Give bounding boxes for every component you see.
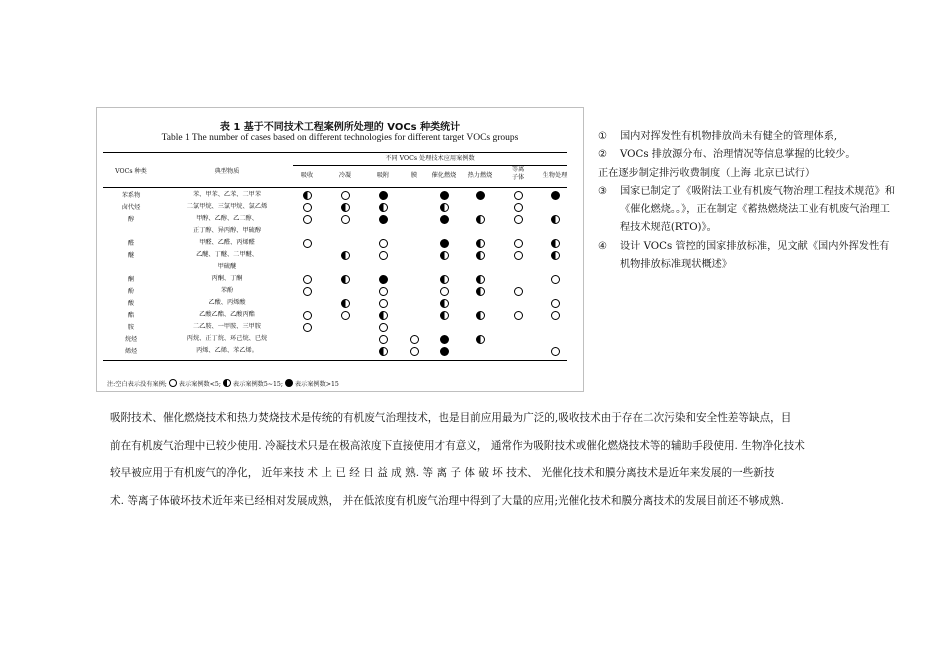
row-type: 酮: [127, 276, 135, 283]
half-circle-icon: [440, 203, 449, 212]
empty-circle-icon: [303, 323, 312, 332]
half-circle-icon: [551, 239, 560, 248]
empty-circle-icon: [341, 215, 350, 224]
full-circle-icon: [440, 335, 449, 344]
empty-circle-icon: [551, 299, 560, 308]
empty-circle-icon: [514, 251, 523, 260]
empty-circle-icon: [379, 323, 388, 332]
half-circle-icon: [379, 203, 388, 212]
header-rule: [103, 187, 567, 188]
paragraph-line: 前在有机废气治理中已较少使用. 冷凝技术只是在极高浓度下直接使用才有意义， 通常作为吸附技术或催化燃烧技术等的辅助手段使用. 生物净化技术: [110, 439, 805, 452]
row-substance: 乙醚、丁醚、二甲醚、: [196, 251, 258, 258]
notes-list-item: [598, 128, 898, 146]
row-type: 烯烃: [124, 348, 138, 355]
empty-circle-icon: [341, 311, 350, 320]
full-circle-icon: [285, 379, 293, 387]
empty-circle-icon: [514, 239, 523, 248]
row-substance: 甲醇、乙醇、乙二醇、: [196, 215, 258, 222]
empty-circle-icon: [514, 311, 523, 320]
table-note: [107, 379, 339, 388]
row-substance: 丙烷、正丁烷、环己烷、已烷: [186, 335, 268, 342]
col-header-group: 不同 VOCs 处理技术应用案例数: [385, 155, 475, 162]
notes-list-item: [598, 183, 898, 238]
col-header-plasma: 等离子体: [511, 166, 525, 181]
half-circle-icon: [551, 251, 560, 260]
col-header-condense: 冷凝: [338, 172, 352, 179]
row-substance: 丙酮、丁酮: [211, 275, 243, 282]
half-circle-icon: [440, 251, 449, 260]
paragraph-line: 吸附技术、催化燃烧技术和热力焚烧技术是传统的有机废气治理技术，也是目前应用最为广泛的,吸收技术由于存在二次污染和安全性差等缺点，目: [110, 412, 792, 424]
half-circle-icon: [476, 311, 485, 320]
row-type: 苯系物: [121, 192, 141, 199]
row-type: 酸: [127, 300, 135, 307]
col-header-substance: 典型物质: [214, 168, 240, 175]
empty-circle-icon: [303, 311, 312, 320]
row-substance: 苯、甲苯、乙苯、二甲苯: [192, 191, 262, 198]
full-circle-icon: [379, 191, 388, 200]
notes-list-item: [598, 238, 898, 275]
full-circle-icon: [476, 191, 485, 200]
empty-circle-icon: [303, 287, 312, 296]
empty-circle-icon: [303, 239, 312, 248]
row-substance: 甲醛、乙醛、丙烯醛: [199, 239, 255, 246]
table-title-cn: 表 1 基于不同技术工程案例所处理的 VOCs 种类统计: [219, 122, 461, 133]
col-header-type: VOCs 种类: [115, 168, 147, 175]
empty-circle-icon: [379, 335, 388, 344]
empty-circle-icon: [303, 275, 312, 284]
half-circle-icon: [476, 335, 485, 344]
half-circle-icon: [341, 299, 350, 308]
half-circle-icon: [223, 379, 231, 387]
full-circle-icon: [440, 347, 449, 356]
empty-circle-icon: [551, 275, 560, 284]
row-type: 酚: [127, 288, 135, 295]
row-type: 卤代烃: [121, 204, 141, 211]
item-text: VOCs 排放源分布、治理情况等信息掌握的比较少。: [620, 149, 856, 161]
row-substance: 乙酸、丙烯酸: [208, 299, 246, 306]
row-substance: 甲硫醚: [217, 263, 237, 270]
empty-circle-icon: [410, 347, 419, 356]
half-circle-icon: [476, 287, 485, 296]
full-circle-icon: [440, 239, 449, 248]
item-number: ①: [598, 131, 608, 142]
row-substance: 乙酸乙酯、乙酸丙酯: [199, 311, 255, 318]
item-text: 国家已制定了《吸附法工业有机废气物治理工程技术规范》和《催化燃烧。。》，正在制定《蓄热燃烧法工业有机废气治理工程技术规范(RTO)》。: [620, 185, 896, 234]
half-circle-icon: [476, 251, 485, 260]
item-number: ③: [598, 185, 608, 197]
empty-circle-icon: [514, 203, 523, 212]
half-circle-icon: [379, 347, 388, 356]
half-circle-icon: [379, 311, 388, 320]
full-circle-icon: [379, 275, 388, 284]
row-substance: 二乙胺、一甲胺、三甲胺: [192, 323, 262, 330]
half-circle-icon: [341, 251, 350, 260]
empty-circle-icon: [514, 287, 523, 296]
col-header-membrane: 膜: [410, 172, 418, 179]
row-substance: 苯酚: [220, 287, 234, 294]
table-figure: [96, 107, 584, 392]
empty-circle-icon: [341, 191, 350, 200]
col-header-bio: 生物处理: [542, 172, 568, 179]
item-text: 国内对挥发性有机物排放尚未有健全的管理体系,: [620, 131, 838, 142]
col-header-adsorb: 吸附: [376, 172, 390, 179]
row-substance: 二氯甲烷、三氯甲烷、氯乙烯: [186, 203, 268, 210]
notes-list: [598, 128, 898, 274]
empty-circle-icon: [379, 299, 388, 308]
empty-circle-icon: [514, 215, 523, 224]
full-circle-icon: [440, 191, 449, 200]
half-circle-icon: [341, 203, 350, 212]
empty-circle-icon: [303, 203, 312, 212]
row-substance: 正丁醇、异丙醇、甲硫醇: [192, 227, 262, 234]
row-type: 醚: [127, 252, 135, 259]
empty-circle-icon: [514, 191, 523, 200]
notes-list-item: [598, 165, 898, 183]
row-type: 醇: [127, 216, 135, 223]
table-top-rule: [103, 152, 567, 153]
row-substance: 丙烯、乙烯、苯乙烯。: [196, 347, 258, 354]
half-circle-icon: [341, 275, 350, 284]
row-type: 烷烃: [124, 336, 138, 343]
item-text: 设计 VOCs 管控的国家排放标准，见文献《国内外挥发性有机物排放标准现状概述》: [620, 240, 890, 271]
paragraph-line: 较早被应用于有机废气的净化， 近年来技 术 上 已 经 日 益 成 熟. 等 离 子 体 破 坏 技术、 光催化技术和膜分离技术是近年来发展的一些新技: [110, 467, 775, 479]
empty-circle-icon: [303, 215, 312, 224]
table-title-en: Table 1 The number of cases based on different technologies for different target VOCs groups: [161, 133, 519, 143]
notes-list-item: [598, 146, 898, 164]
full-circle-icon: [379, 215, 388, 224]
body-paragraph: [110, 405, 870, 515]
full-circle-icon: [440, 215, 449, 224]
full-circle-icon: [551, 191, 560, 200]
item-number: ④: [598, 240, 608, 252]
row-type: 胺: [127, 324, 135, 331]
group-rule: [293, 165, 567, 166]
note-half: 表示案例数5~15;: [232, 381, 283, 388]
col-header-catalytic: 催化燃烧: [431, 172, 457, 179]
half-circle-icon: [476, 275, 485, 284]
item-number: ②: [598, 149, 608, 161]
note-prefix: 注:空白表示没有案例;: [107, 381, 167, 388]
half-circle-icon: [440, 275, 449, 284]
half-circle-icon: [303, 191, 312, 200]
item-text: 正在逐步制定排污收费制度（上海 北京已试行）: [598, 167, 816, 179]
half-circle-icon: [551, 215, 560, 224]
col-header-thermal: 热力燃烧: [467, 172, 493, 179]
row-type: 酯: [127, 312, 135, 319]
half-circle-icon: [440, 299, 449, 308]
empty-circle-icon: [379, 239, 388, 248]
empty-circle-icon: [410, 335, 419, 344]
empty-circle-icon: [169, 379, 177, 387]
note-empty: 表示案例数<5;: [178, 381, 221, 388]
empty-circle-icon: [551, 347, 560, 356]
empty-circle-icon: [379, 251, 388, 260]
half-circle-icon: [440, 311, 449, 320]
half-circle-icon: [476, 239, 485, 248]
table-bottom-rule: [103, 360, 567, 361]
note-full: 表示案例数>15: [294, 381, 339, 388]
empty-circle-icon: [551, 311, 560, 320]
empty-circle-icon: [379, 287, 388, 296]
col-header-absorb: 吸收: [300, 172, 314, 179]
half-circle-icon: [476, 215, 485, 224]
paragraph-line: 术. 等离子体破坏技术近年来已经相对发展成熟， 并在低浓度有机废气治理中得到了大量的应用;光催化技术和膜分离技术的发展目前还不够成熟.: [110, 494, 784, 507]
row-type: 醛: [127, 240, 135, 247]
empty-circle-icon: [440, 287, 449, 296]
